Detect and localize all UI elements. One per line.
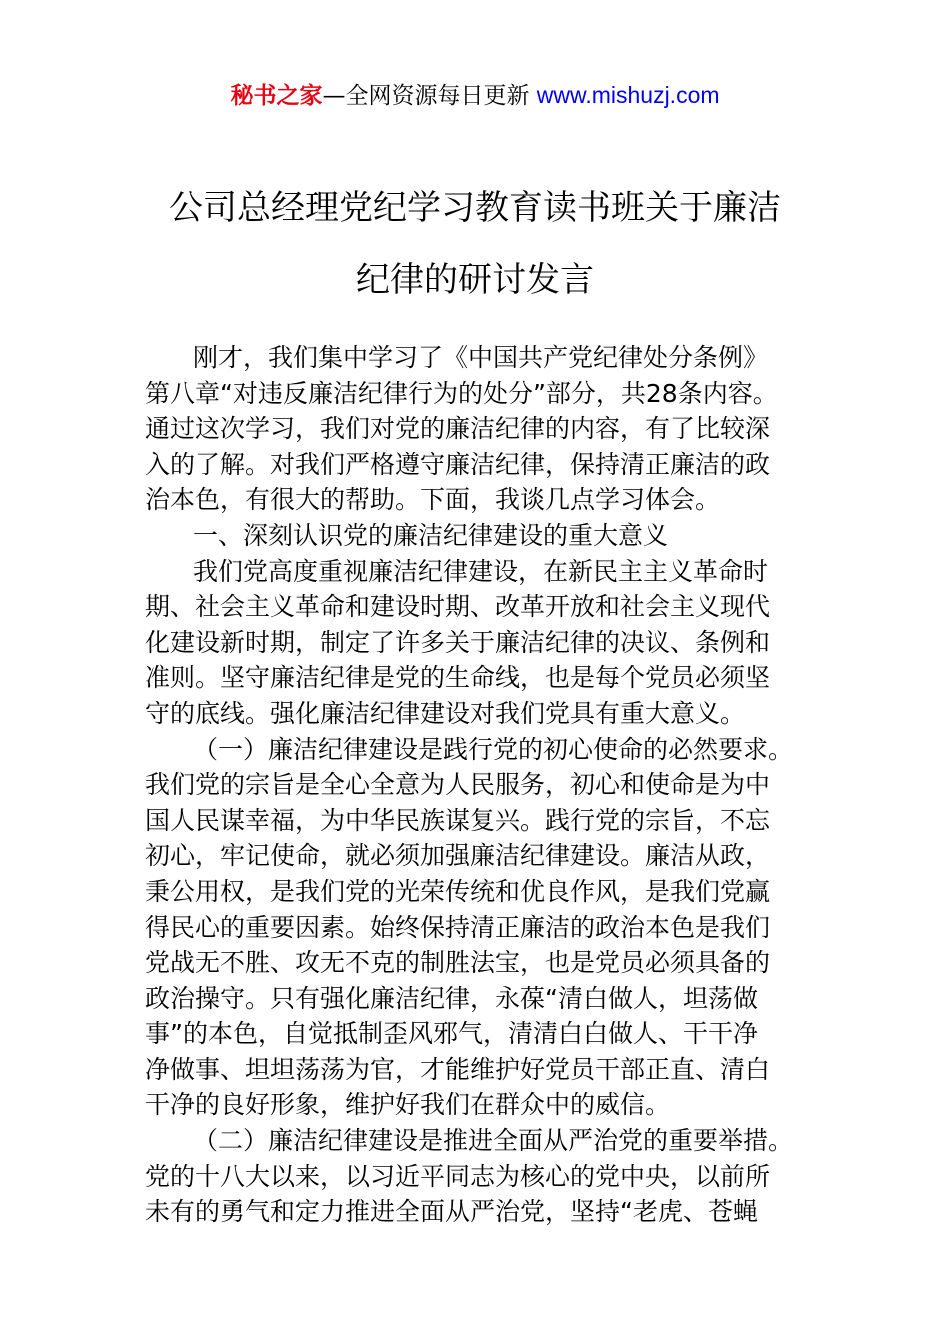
body-line: 秉公用权，是我们党的光荣传统和优良作风，是我们党赢: [145, 876, 771, 906]
body-line: 我们党的宗旨是全心全意为人民服务，初心和使命是为中: [145, 770, 771, 800]
body-line: 入的了解。对我们严格遵守廉洁纪律，保持清正廉洁的政: [145, 449, 771, 479]
body-line: 事”的本色，自觉抵制歪风邪气，清清白白做人、干干净: [145, 1019, 758, 1049]
header-slogan: —全网资源每日更新: [322, 83, 537, 109]
document-body: [145, 340, 810, 1230]
document-title: [0, 172, 950, 316]
body-line: 干净的良好形象，维护好我们在群众中的威信。: [145, 1090, 671, 1120]
body-line: 净做事、坦坦荡荡为官，才能维护好党员干部正直、清白: [145, 1054, 771, 1084]
body-line: 政治操守。只有强化廉洁纪律，永葆“清白做人，坦荡做: [145, 983, 758, 1013]
site-url-link[interactable]: www.mishuzj.com: [536, 82, 720, 108]
site-header: [0, 80, 950, 111]
body-line: 第八章“对违反廉洁纪律行为的处分”部分，共28条内容。: [145, 378, 778, 408]
body-line: 通过这次学习，我们对党的廉洁纪律的内容，有了比较深: [145, 414, 771, 444]
body-line: 治本色，有很大的帮助。下面，我谈几点学习体会。: [145, 485, 721, 515]
body-line: 我们党高度重视廉洁纪律建设，在新民主主义革命时: [193, 556, 769, 586]
body-line: （二）廉洁纪律建设是推进全面从严治党的重要举措。: [193, 1126, 794, 1156]
body-line: 守的底线。强化廉洁纪律建设对我们党具有重大意义。: [145, 698, 746, 728]
body-line: 准则。坚守廉洁纪律是党的生命线，也是每个党员必须坚: [145, 663, 771, 693]
body-line: 化建设新时期，制定了许多关于廉洁纪律的决议、条例和: [145, 627, 771, 657]
body-line: 一、深刻认识党的廉洁纪律建设的重大意义: [193, 520, 669, 550]
body-line: （一）廉洁纪律建设是践行党的初心使命的必然要求。: [193, 734, 794, 764]
body-line: 未有的勇气和定力推进全面从严治党，坚持“老虎、苍蝇: [145, 1197, 758, 1227]
body-line: 得民心的重要因素。始终保持清正廉洁的政治本色是我们: [145, 912, 771, 942]
title-line: 纪律的研讨发言: [356, 260, 594, 300]
body-line: 党的十八大以来，以习近平同志为核心的党中央，以前所: [145, 1161, 771, 1191]
body-line: 党战无不胜、攻无不克的制胜法宝，也是党员必须具备的: [145, 948, 771, 978]
title-line: 公司总经理党纪学习教育读书班关于廉洁: [169, 188, 781, 228]
body-line: 国人民谋幸福，为中华民族谋复兴。践行党的宗旨，不忘: [145, 805, 771, 835]
brand-name: 秘书之家: [230, 83, 323, 109]
body-line: 刚才，我们集中学习了《中国共产党纪律处分条例》: [193, 343, 769, 372]
body-line: 初心，牢记使命，就必须加强廉洁纪律建设。廉洁从政，: [145, 841, 771, 871]
body-line: 期、社会主义革命和建设时期、改革开放和社会主义现代: [145, 592, 771, 622]
